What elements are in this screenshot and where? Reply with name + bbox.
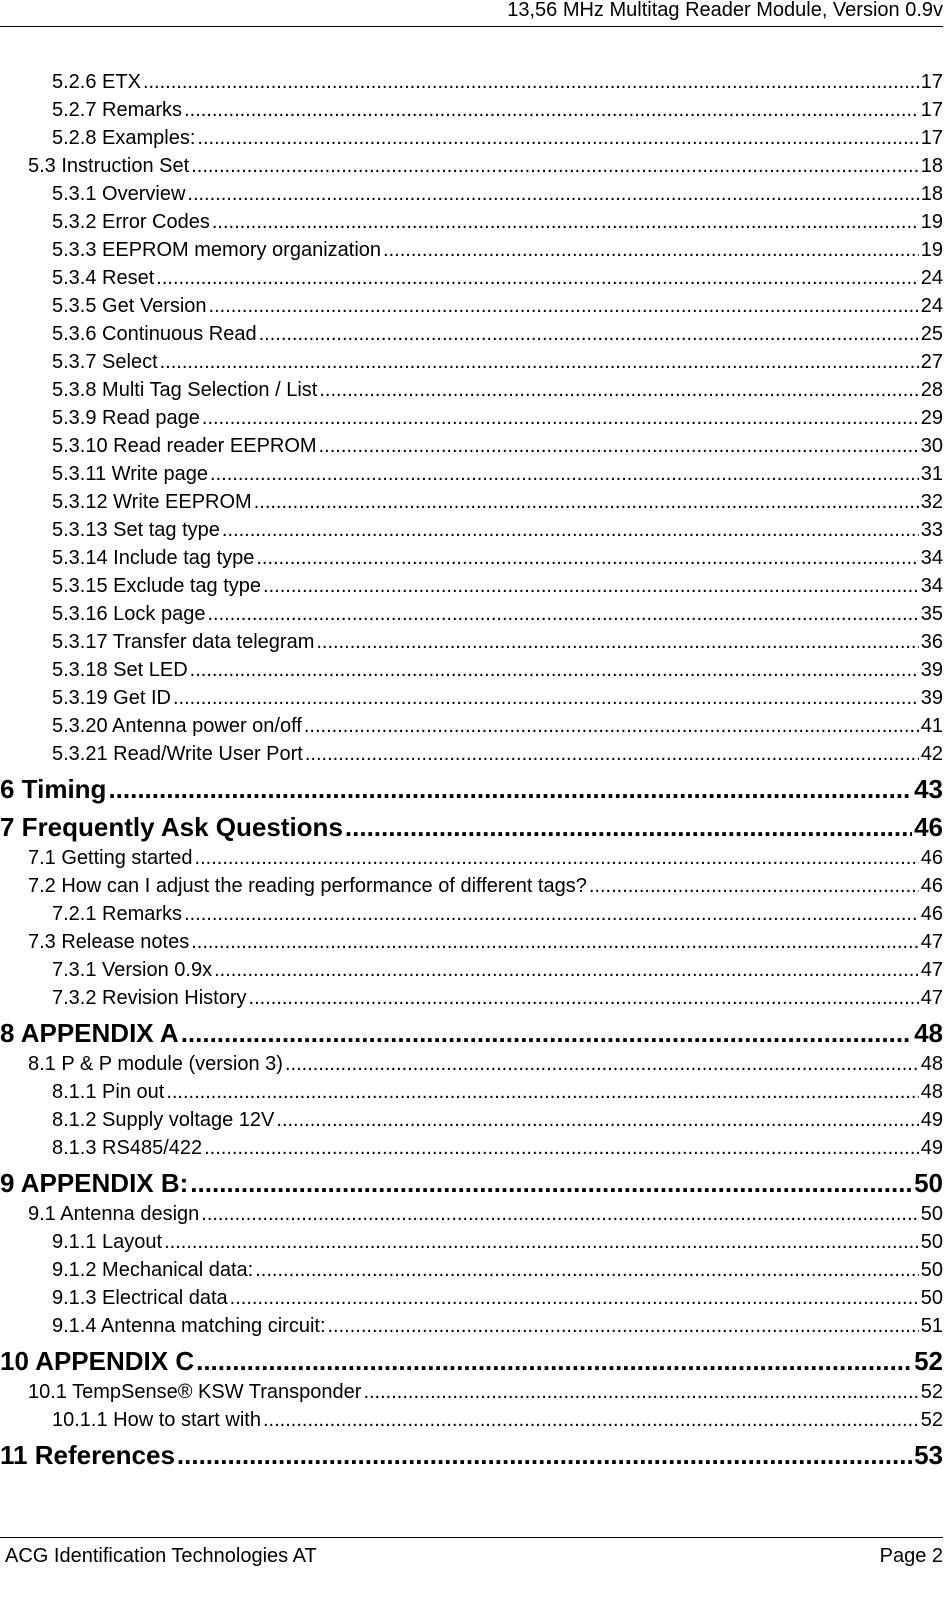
toc-entry[interactable] [0,843,943,871]
toc-entry-title: 7 Frequently Ask Questions [0,812,343,842]
toc-dot-leader [305,742,919,767]
toc-entry-title: 5.3.6 Continuous Read [52,323,257,345]
toc-dot-leader [249,986,919,1011]
toc-entry[interactable] [0,319,943,347]
toc-entry[interactable] [0,291,943,319]
toc-entry-title: 5.3.7 Select [52,351,158,373]
toc-entry[interactable] [0,627,943,655]
toc-entry-page: 24 [920,267,943,289]
toc-entry-title: 5.2.7 Remarks [52,99,183,121]
page-footer [0,1537,943,1578]
toc-entry-title: 9.1.3 Electrical data [52,1287,228,1309]
toc-entry-title: 8 APPENDIX A [0,1018,179,1048]
toc-dot-leader [156,266,918,291]
toc-entry[interactable] [0,207,943,235]
toc-entry-page: 27 [920,351,943,373]
toc-entry[interactable] [0,683,943,711]
toc-dot-leader [184,902,919,927]
toc-dot-leader [108,774,912,805]
toc-dot-leader [345,812,912,843]
toc-entry-page: 34 [920,575,943,597]
toc-entry[interactable] [0,347,943,375]
toc-entry[interactable] [0,739,943,767]
company-name: ACG Identification Technologies AT [5,1545,317,1567]
toc-entry[interactable] [0,1433,943,1471]
toc-entry[interactable] [0,123,943,151]
toc-entry-page: 24 [920,295,943,317]
toc-entry-page: 47 [920,987,943,1009]
toc-entry-title: 5.3.8 Multi Tag Selection / List [52,379,318,401]
toc-dot-leader [255,1258,919,1283]
toc-entry[interactable] [0,1077,943,1105]
toc-dot-leader [304,714,919,739]
toc-entry-title: 10.1 TempSense® KSW Transponder [28,1381,362,1403]
toc-entry-page: 39 [920,687,943,709]
toc-entry[interactable] [0,459,943,487]
toc-entry-page: 18 [920,155,943,177]
toc-entry[interactable] [0,235,943,263]
toc-dot-leader [589,874,919,899]
toc-entry-page: 19 [920,211,943,233]
toc-entry-title: 5.3.12 Write EEPROM [52,491,252,513]
toc-entry-page: 52 [920,1381,943,1403]
toc-dot-leader [202,406,919,431]
toc-dot-leader [212,210,919,235]
toc-entry-page: 29 [920,407,943,429]
toc-entry[interactable] [0,767,943,805]
toc-entry-title: 9.1.1 Layout [52,1231,163,1253]
toc-entry-title: 5.3.20 Antenna power on/off [52,715,302,737]
toc-entry-page: 25 [920,323,943,345]
toc-entry-title: 7.3.1 Version 0.9x [52,959,213,981]
toc-entry[interactable] [0,1405,943,1433]
toc-entry[interactable] [0,1377,943,1405]
toc-entry-page: 19 [920,239,943,261]
toc-entry[interactable] [0,805,943,843]
toc-entry-page: 47 [920,931,943,953]
toc-entry-page: 32 [920,491,943,513]
toc-entry-page: 35 [920,603,943,625]
toc-entry[interactable] [0,1255,943,1283]
toc-entry-page: 39 [920,659,943,681]
toc-entry-title: 7.3 Release notes [28,931,190,953]
toc-dot-leader [160,350,919,375]
toc-dot-leader [328,1314,919,1339]
toc-dot-leader [184,98,919,123]
toc-entry-title: 8.1 P & P module (version 3) [28,1053,283,1075]
toc-entry[interactable] [0,403,943,431]
toc-entry[interactable] [0,899,943,927]
toc-entry-page: 46 [920,903,943,925]
toc-dot-leader [263,1408,919,1433]
toc-entry[interactable] [0,983,943,1011]
toc-dot-leader [319,434,919,459]
toc-entry[interactable] [0,955,943,983]
toc-entry[interactable] [0,543,943,571]
toc-entry-page: 50 [920,1287,943,1309]
toc-entry[interactable] [0,711,943,739]
toc-dot-leader [190,658,919,683]
toc-entry-title: 6 Timing [0,774,107,804]
document-title: 13,56 MHz Multitag Reader Module, Version 0.9v [507,0,943,21]
toc-entry-title: 5.3.4 Reset [52,267,155,289]
toc-entry-page: 28 [920,379,943,401]
toc-dot-leader [259,322,919,347]
toc-entry-page: 50 [920,1259,943,1281]
toc-entry[interactable] [0,599,943,627]
toc-entry-title: 5.3.1 Overview [52,183,186,205]
toc-entry[interactable] [0,515,943,543]
page-header [0,0,943,27]
toc-entry[interactable] [0,1011,943,1049]
toc-dot-leader [166,1080,918,1105]
toc-entry[interactable] [0,1161,943,1199]
toc-entry[interactable] [0,871,943,899]
toc-dot-leader [191,154,919,179]
toc-entry[interactable] [0,927,943,955]
toc-entry-title: 8.1.3 RS485/422 [52,1137,203,1159]
toc-entry[interactable] [0,1227,943,1255]
toc-dot-leader [316,630,918,655]
toc-dot-leader [191,930,919,955]
toc-entry-page: 48 [920,1053,943,1075]
toc-dot-leader [276,1108,918,1133]
toc-entry[interactable] [0,95,943,123]
toc-dot-leader [177,1440,912,1471]
toc-entry-title: 5.3.11 Write page [52,463,209,485]
toc-entry-title: 5.3.21 Read/Write User Port [52,743,303,765]
table-of-contents [0,67,943,1471]
toc-dot-leader [363,1380,918,1405]
toc-dot-leader [254,490,919,515]
toc-entry-page: 46 [920,875,943,897]
toc-entry-title: 5.3.5 Get Version [52,295,207,317]
toc-dot-leader [207,602,918,627]
toc-entry-page: 50 [920,1231,943,1253]
toc-entry-title: 9.1.4 Antenna matching circuit: [52,1315,326,1337]
toc-entry-title: 7.2 How can I adjust the reading performance of different tags? [28,875,587,897]
toc-dot-leader [187,182,918,207]
toc-entry[interactable] [0,1199,943,1227]
toc-entry-page: 52 [914,1346,943,1376]
toc-dot-leader [263,574,919,599]
toc-entry-page: 42 [920,743,943,765]
toc-dot-leader [143,70,919,95]
toc-dot-leader [197,126,918,151]
toc-dot-leader [195,846,919,871]
toc-entry[interactable] [0,67,943,95]
toc-entry-page: 17 [920,99,943,121]
page-number: Page 2 [879,1545,943,1567]
toc-dot-leader [201,1202,918,1227]
toc-entry-page: 49 [920,1109,943,1131]
toc-entry-title: 9 APPENDIX B: [0,1168,189,1198]
toc-entry-page: 53 [914,1440,943,1470]
toc-entry-page: 34 [920,547,943,569]
toc-entry-page: 52 [920,1409,943,1431]
toc-dot-leader [285,1052,919,1077]
toc-entry-page: 17 [920,127,943,149]
toc-dot-leader [164,1230,919,1255]
toc-entry[interactable] [0,1339,943,1377]
toc-entry-title: 9.1.2 Mechanical data: [52,1259,254,1281]
toc-entry-page: 46 [920,847,943,869]
toc-entry-page: 41 [920,715,943,737]
toc-entry-page: 46 [914,812,943,842]
toc-entry[interactable] [0,151,943,179]
toc-dot-leader [190,1168,912,1199]
toc-entry[interactable] [0,1283,943,1311]
toc-entry-title: 7.1 Getting started [28,847,193,869]
toc-dot-leader [210,462,919,487]
toc-entry[interactable] [0,1105,943,1133]
toc-entry-page: 17 [920,71,943,93]
toc-entry-page: 36 [920,631,943,653]
toc-entry-page: 30 [920,435,943,457]
toc-entry-title: 5.3.19 Get ID [52,687,171,709]
toc-entry-page: 47 [920,959,943,981]
toc-entry-title: 5.3.15 Exclude tag type [52,575,262,597]
toc-entry-title: 5.3 Instruction Set [28,155,190,177]
toc-entry[interactable] [0,1311,943,1339]
toc-entry[interactable] [0,571,943,599]
toc-entry-title: 5.3.2 Error Codes [52,211,210,233]
toc-entry-title: 5.2.6 ETX [52,71,141,93]
toc-entry-title: 5.3.17 Transfer data telegram [52,631,315,653]
toc-entry-page: 48 [920,1081,943,1103]
toc-dot-leader [256,546,918,571]
toc-entry-page: 49 [920,1137,943,1159]
toc-dot-leader [181,1018,912,1049]
toc-entry-title: 5.3.14 Include tag type [52,547,255,569]
toc-entry-page: 51 [920,1315,943,1337]
toc-entry-title: 11 References [0,1440,175,1470]
toc-entry-title: 5.3.3 EEPROM memory organization [52,239,382,261]
toc-entry-title: 8.1.2 Supply voltage 12V [52,1109,275,1131]
toc-entry-title: 5.3.16 Lock page [52,603,206,625]
toc-dot-leader [173,686,919,711]
toc-dot-leader [383,238,919,263]
toc-entry-page: 43 [914,774,943,804]
toc-entry-page: 48 [914,1018,943,1048]
toc-entry-page: 50 [914,1168,943,1198]
toc-dot-leader [196,1346,912,1377]
toc-entry-title: 5.2.8 Examples: [52,127,196,149]
toc-dot-leader [230,1286,919,1311]
toc-entry-title: 7.2.1 Remarks [52,903,183,925]
toc-entry[interactable] [0,375,943,403]
toc-entry[interactable] [0,655,943,683]
toc-entry[interactable] [0,263,943,291]
toc-entry[interactable] [0,431,943,459]
toc-entry-title: 10.1.1 How to start with [52,1409,261,1431]
toc-dot-leader [222,518,919,543]
toc-entry-title: 9.1 Antenna design [28,1203,200,1225]
toc-dot-leader [319,378,918,403]
toc-entry-title: 10 APPENDIX C [0,1346,195,1376]
toc-entry[interactable] [0,179,943,207]
toc-entry-title: 5.3.13 Set tag type [52,519,220,541]
toc-entry-title: 5.3.9 Read page [52,407,200,429]
toc-entry-page: 31 [920,463,943,485]
toc-entry-title: 5.3.18 Set LED [52,659,188,681]
toc-entry-page: 18 [920,183,943,205]
toc-entry[interactable] [0,1133,943,1161]
toc-entry-page: 33 [920,519,943,541]
toc-entry-title: 8.1.1 Pin out [52,1081,165,1103]
toc-entry-title: 5.3.10 Read reader EEPROM [52,435,317,457]
toc-dot-leader [204,1136,919,1161]
toc-entry[interactable] [0,487,943,515]
toc-entry[interactable] [0,1049,943,1077]
toc-dot-leader [209,294,919,319]
toc-dot-leader [214,958,919,983]
toc-entry-title: 7.3.2 Revision History [52,987,247,1009]
toc-entry-page: 50 [920,1203,943,1225]
